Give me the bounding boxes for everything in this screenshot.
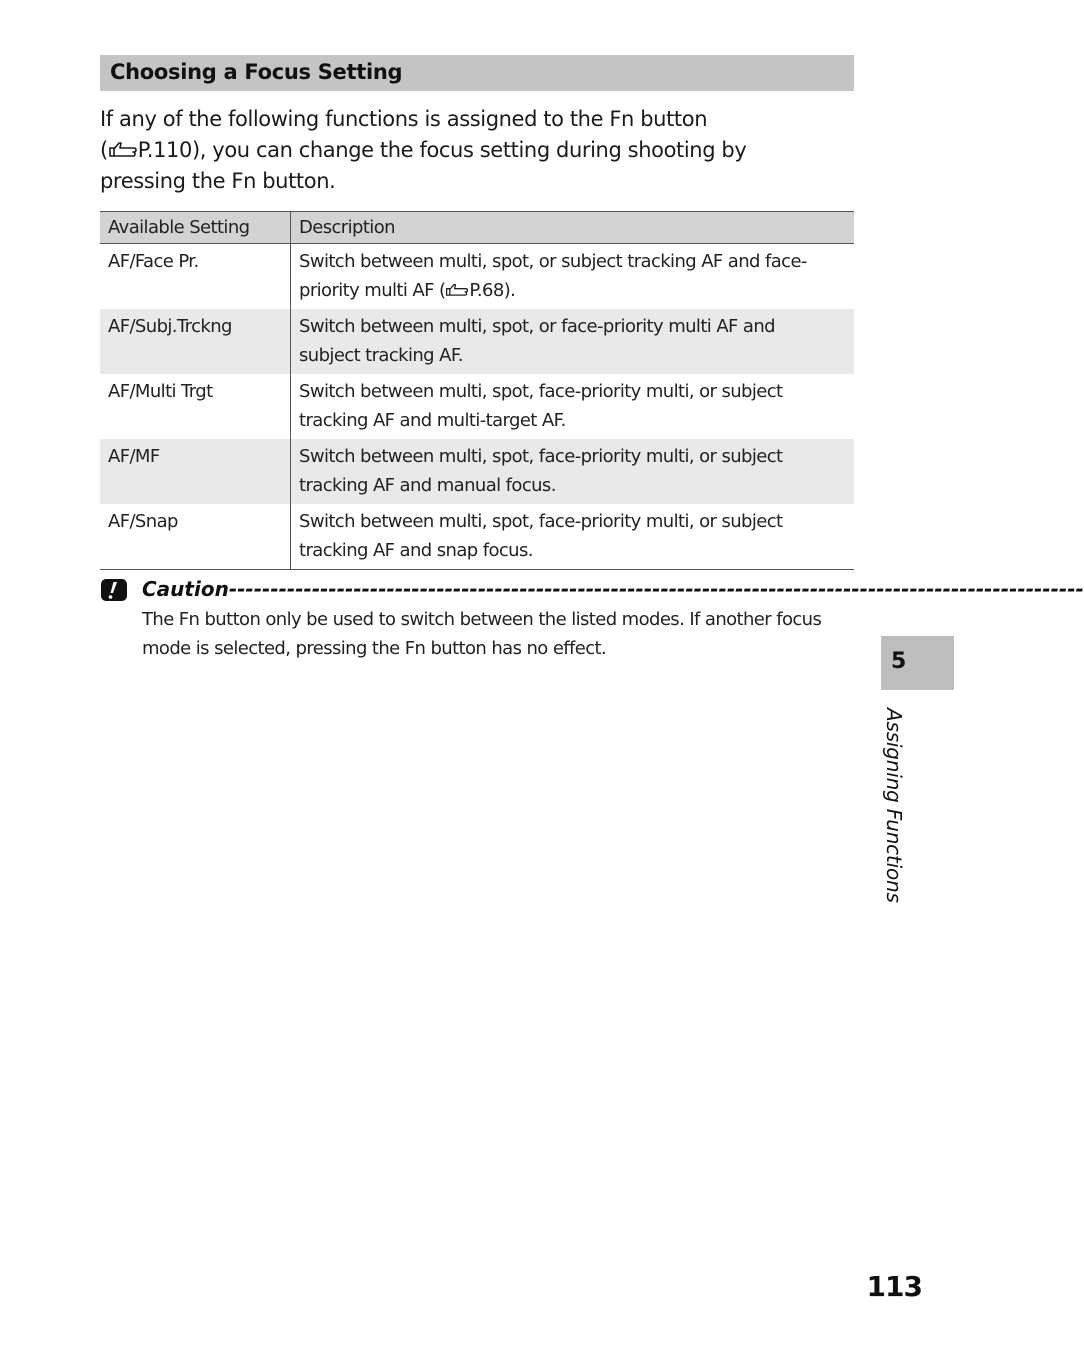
chapter-tab [881, 636, 954, 690]
setting-cell: AF/MF [100, 439, 291, 504]
description-cell [291, 504, 855, 570]
table-row [100, 309, 854, 374]
description-line: tracking AF and manual focus. [299, 475, 556, 496]
intro-line-2 [100, 135, 860, 166]
caution-rule: ------------------------------------------------------------------------------------------------------- [228, 577, 1084, 601]
description-text: ). [503, 280, 516, 301]
caution-line-1: The Fn button only be used to switch between the listed modes. If another focus [142, 609, 822, 630]
description-line: Switch between multi, spot, or face-priority multi AF and [299, 316, 775, 337]
description-ref: P.68 [469, 280, 504, 301]
caution-label: Caution [142, 577, 229, 601]
description-cell [291, 244, 855, 310]
table-row [100, 374, 854, 439]
table-row [100, 439, 854, 504]
page-number: 113 [866, 1270, 922, 1303]
setting-cell: AF/Multi Trgt [100, 374, 291, 439]
caution-line-2: mode is selected, pressing the Fn button has no effect. [142, 638, 607, 659]
description-line: Switch between multi, spot, face-priority multi, or subject [299, 446, 783, 467]
table-row [100, 504, 854, 570]
intro-open-paren: ( [100, 138, 108, 162]
description-line: subject tracking AF. [299, 345, 463, 366]
description-line: Switch between multi, spot, face-priority multi, or subject [299, 381, 783, 402]
intro-line-2-rest: ), you can change the focus setting during shooting by [191, 138, 747, 162]
section-title: Choosing a Focus Setting [110, 60, 403, 84]
setting-cell: AF/Subj.Trckng [100, 309, 291, 374]
description-line [299, 276, 846, 305]
description-cell [291, 439, 855, 504]
header-available-setting: Available Setting [100, 212, 291, 244]
header-description: Description [291, 212, 855, 244]
table-header-row [100, 212, 854, 244]
table-row [100, 244, 854, 310]
caution-heading [142, 574, 1084, 604]
intro-paragraph [100, 104, 860, 197]
description-line: Switch between multi, spot, or subject tracking AF and face- [299, 251, 807, 272]
focus-settings-table [100, 211, 854, 570]
page-reference-icon [108, 139, 138, 159]
page-reference-icon [445, 281, 469, 298]
intro-line-1: If any of the following functions is assigned to the Fn button [100, 107, 708, 131]
chapter-title: Assigning Functions [882, 708, 906, 903]
description-line: Switch between multi, spot, face-priority multi, or subject [299, 511, 783, 532]
setting-cell: AF/Snap [100, 504, 291, 570]
caution-icon [100, 578, 128, 602]
section-header-bar [100, 55, 854, 91]
description-line: tracking AF and multi-target AF. [299, 410, 566, 431]
setting-cell: AF/Face Pr. [100, 244, 291, 310]
description-text: priority multi AF ( [299, 280, 446, 301]
description-cell [291, 374, 855, 439]
intro-ref: P.110 [137, 138, 192, 162]
intro-line-3: pressing the Fn button. [100, 169, 336, 193]
chapter-number: 5 [891, 649, 907, 674]
description-cell [291, 309, 855, 374]
caution-text [142, 605, 858, 663]
description-line: tracking AF and snap focus. [299, 540, 533, 561]
